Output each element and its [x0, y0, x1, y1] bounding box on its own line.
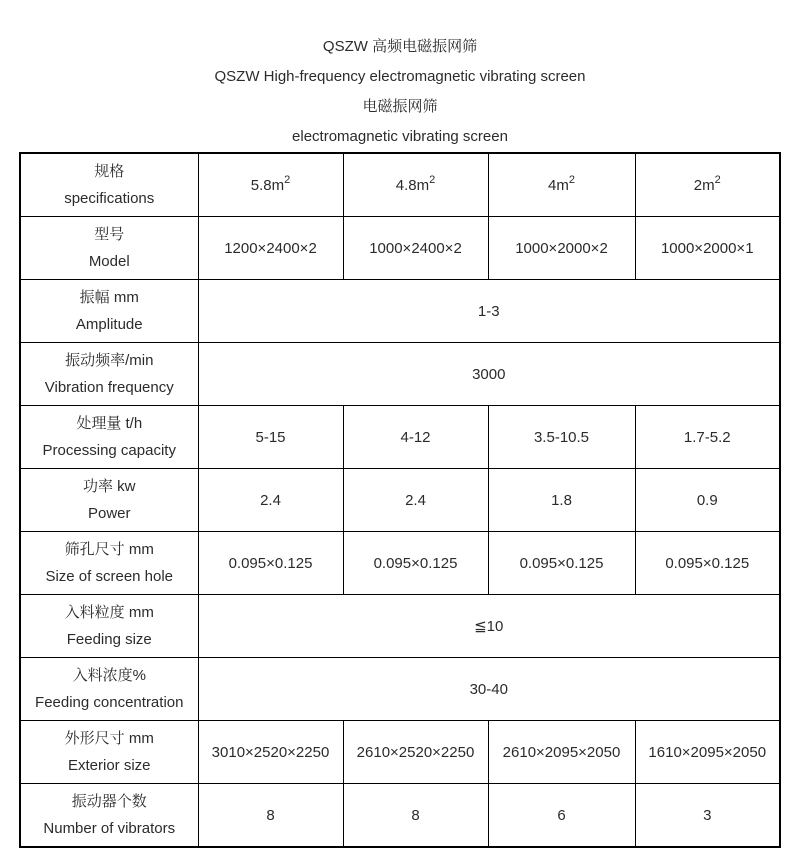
title-en: QSZW High-frequency electromagnetic vibrating screen	[214, 68, 586, 85]
value-cell: 1.7-5.2	[635, 406, 780, 469]
row-label-en: Processing capacity	[42, 442, 176, 459]
value-cell: 1000×2000×1	[635, 217, 780, 280]
row-label-zh: 功率 kw	[82, 478, 136, 495]
row-label-en: Feeding concentration	[35, 694, 184, 711]
value-cell-span: 30-40	[198, 658, 780, 721]
value-cell: 0.095×0.125	[198, 532, 343, 595]
value-cell: 2.4	[343, 469, 488, 532]
value-cell: 5-15	[198, 406, 343, 469]
value-cell: 8	[198, 784, 343, 848]
row-label-zh: 振幅 mm	[79, 289, 139, 306]
row-header-cell	[20, 217, 198, 280]
value-cell: 4-12	[343, 406, 488, 469]
row-header-cell	[20, 532, 198, 595]
row-header-cell	[20, 595, 198, 658]
row-label-en: Vibration frequency	[44, 379, 174, 396]
row-label-zh: 入料浓度%	[72, 667, 146, 684]
value-cell: 8	[343, 784, 488, 848]
row-label-zh: 筛孔尺寸 mm	[64, 541, 154, 558]
row-label-zh: 处理量 t/h	[76, 415, 143, 432]
value-cell: 0.095×0.125	[488, 532, 635, 595]
table-row-screen-hole-size	[20, 532, 780, 595]
value-cell: 1610×2095×2050	[635, 721, 780, 784]
table-row-vibration-frequency	[20, 343, 780, 406]
table-row-specifications	[20, 153, 780, 217]
table-row-number-of-vibrators	[20, 784, 780, 848]
table-row-feeding-concentration	[20, 658, 780, 721]
value-cell	[488, 153, 635, 217]
value-cell: 1000×2400×2	[343, 217, 488, 280]
value-cell: 2610×2520×2250	[343, 721, 488, 784]
spec-superscript: 2	[429, 173, 436, 186]
spec-superscript: 2	[714, 173, 721, 186]
title-zh: QSZW 高频电磁振网筛	[322, 38, 478, 55]
value-cell: 3	[635, 784, 780, 848]
table-row-model	[20, 217, 780, 280]
value-cell: 2610×2095×2050	[488, 721, 635, 784]
value-cell: 0.095×0.125	[635, 532, 780, 595]
row-label-zh: 规格	[94, 163, 125, 180]
row-label-en: Number of vibrators	[43, 820, 176, 837]
row-header-cell	[20, 658, 198, 721]
table-row-exterior-size	[20, 721, 780, 784]
table-row-processing-capacity	[20, 406, 780, 469]
subtitle-zh: 电磁振网筛	[362, 98, 438, 115]
title-block	[0, 0, 800, 152]
value-cell	[635, 153, 780, 217]
row-header-cell	[20, 406, 198, 469]
row-label-zh: 振动器个数	[71, 793, 147, 810]
row-label-en: Feeding size	[66, 631, 152, 648]
row-header-cell	[20, 343, 198, 406]
table-row-amplitude	[20, 280, 780, 343]
row-header-cell	[20, 784, 198, 848]
value-cell: 1000×2000×2	[488, 217, 635, 280]
value-cell: 3.5-10.5	[488, 406, 635, 469]
row-label-en: Exterior size	[67, 757, 151, 774]
spec-superscript: 2	[568, 173, 575, 186]
value-cell: 1.8	[488, 469, 635, 532]
row-label-en: Size of screen hole	[45, 568, 174, 585]
row-label-en: Model	[88, 253, 130, 270]
row-label-zh: 外形尺寸 mm	[64, 730, 154, 747]
table-row-power	[20, 469, 780, 532]
row-label-zh: 入料粒度 mm	[64, 604, 154, 621]
value-cell: 3010×2520×2250	[198, 721, 343, 784]
spec-superscript: 2	[284, 173, 291, 186]
row-label-zh: 振动频率/min	[65, 352, 154, 369]
value-cell: 2.4	[198, 469, 343, 532]
row-label-zh: 型号	[94, 226, 125, 243]
table-row-feeding-size	[20, 595, 780, 658]
value-cell	[198, 153, 343, 217]
row-header-cell	[20, 469, 198, 532]
specification-table	[19, 152, 781, 848]
spec-value: 4.8m	[395, 176, 430, 194]
row-header-cell	[20, 280, 198, 343]
row-label-en: Amplitude	[75, 316, 143, 333]
value-cell-span: ≦10	[198, 595, 780, 658]
row-header-cell	[20, 721, 198, 784]
row-label-en: Power	[87, 505, 131, 522]
spec-value: 4m	[548, 176, 569, 194]
value-cell: 0.9	[635, 469, 780, 532]
value-cell-span: 3000	[198, 343, 780, 406]
spec-value: 5.8m	[250, 176, 285, 194]
value-cell: 6	[488, 784, 635, 848]
value-cell: 1200×2400×2	[198, 217, 343, 280]
value-cell	[343, 153, 488, 217]
value-cell-span: 1-3	[198, 280, 780, 343]
row-header-cell	[20, 153, 198, 217]
spec-value: 2m	[693, 176, 715, 194]
subtitle-en: electromagnetic vibrating screen	[292, 128, 508, 145]
row-label-en: specifications	[64, 190, 155, 207]
value-cell: 0.095×0.125	[343, 532, 488, 595]
